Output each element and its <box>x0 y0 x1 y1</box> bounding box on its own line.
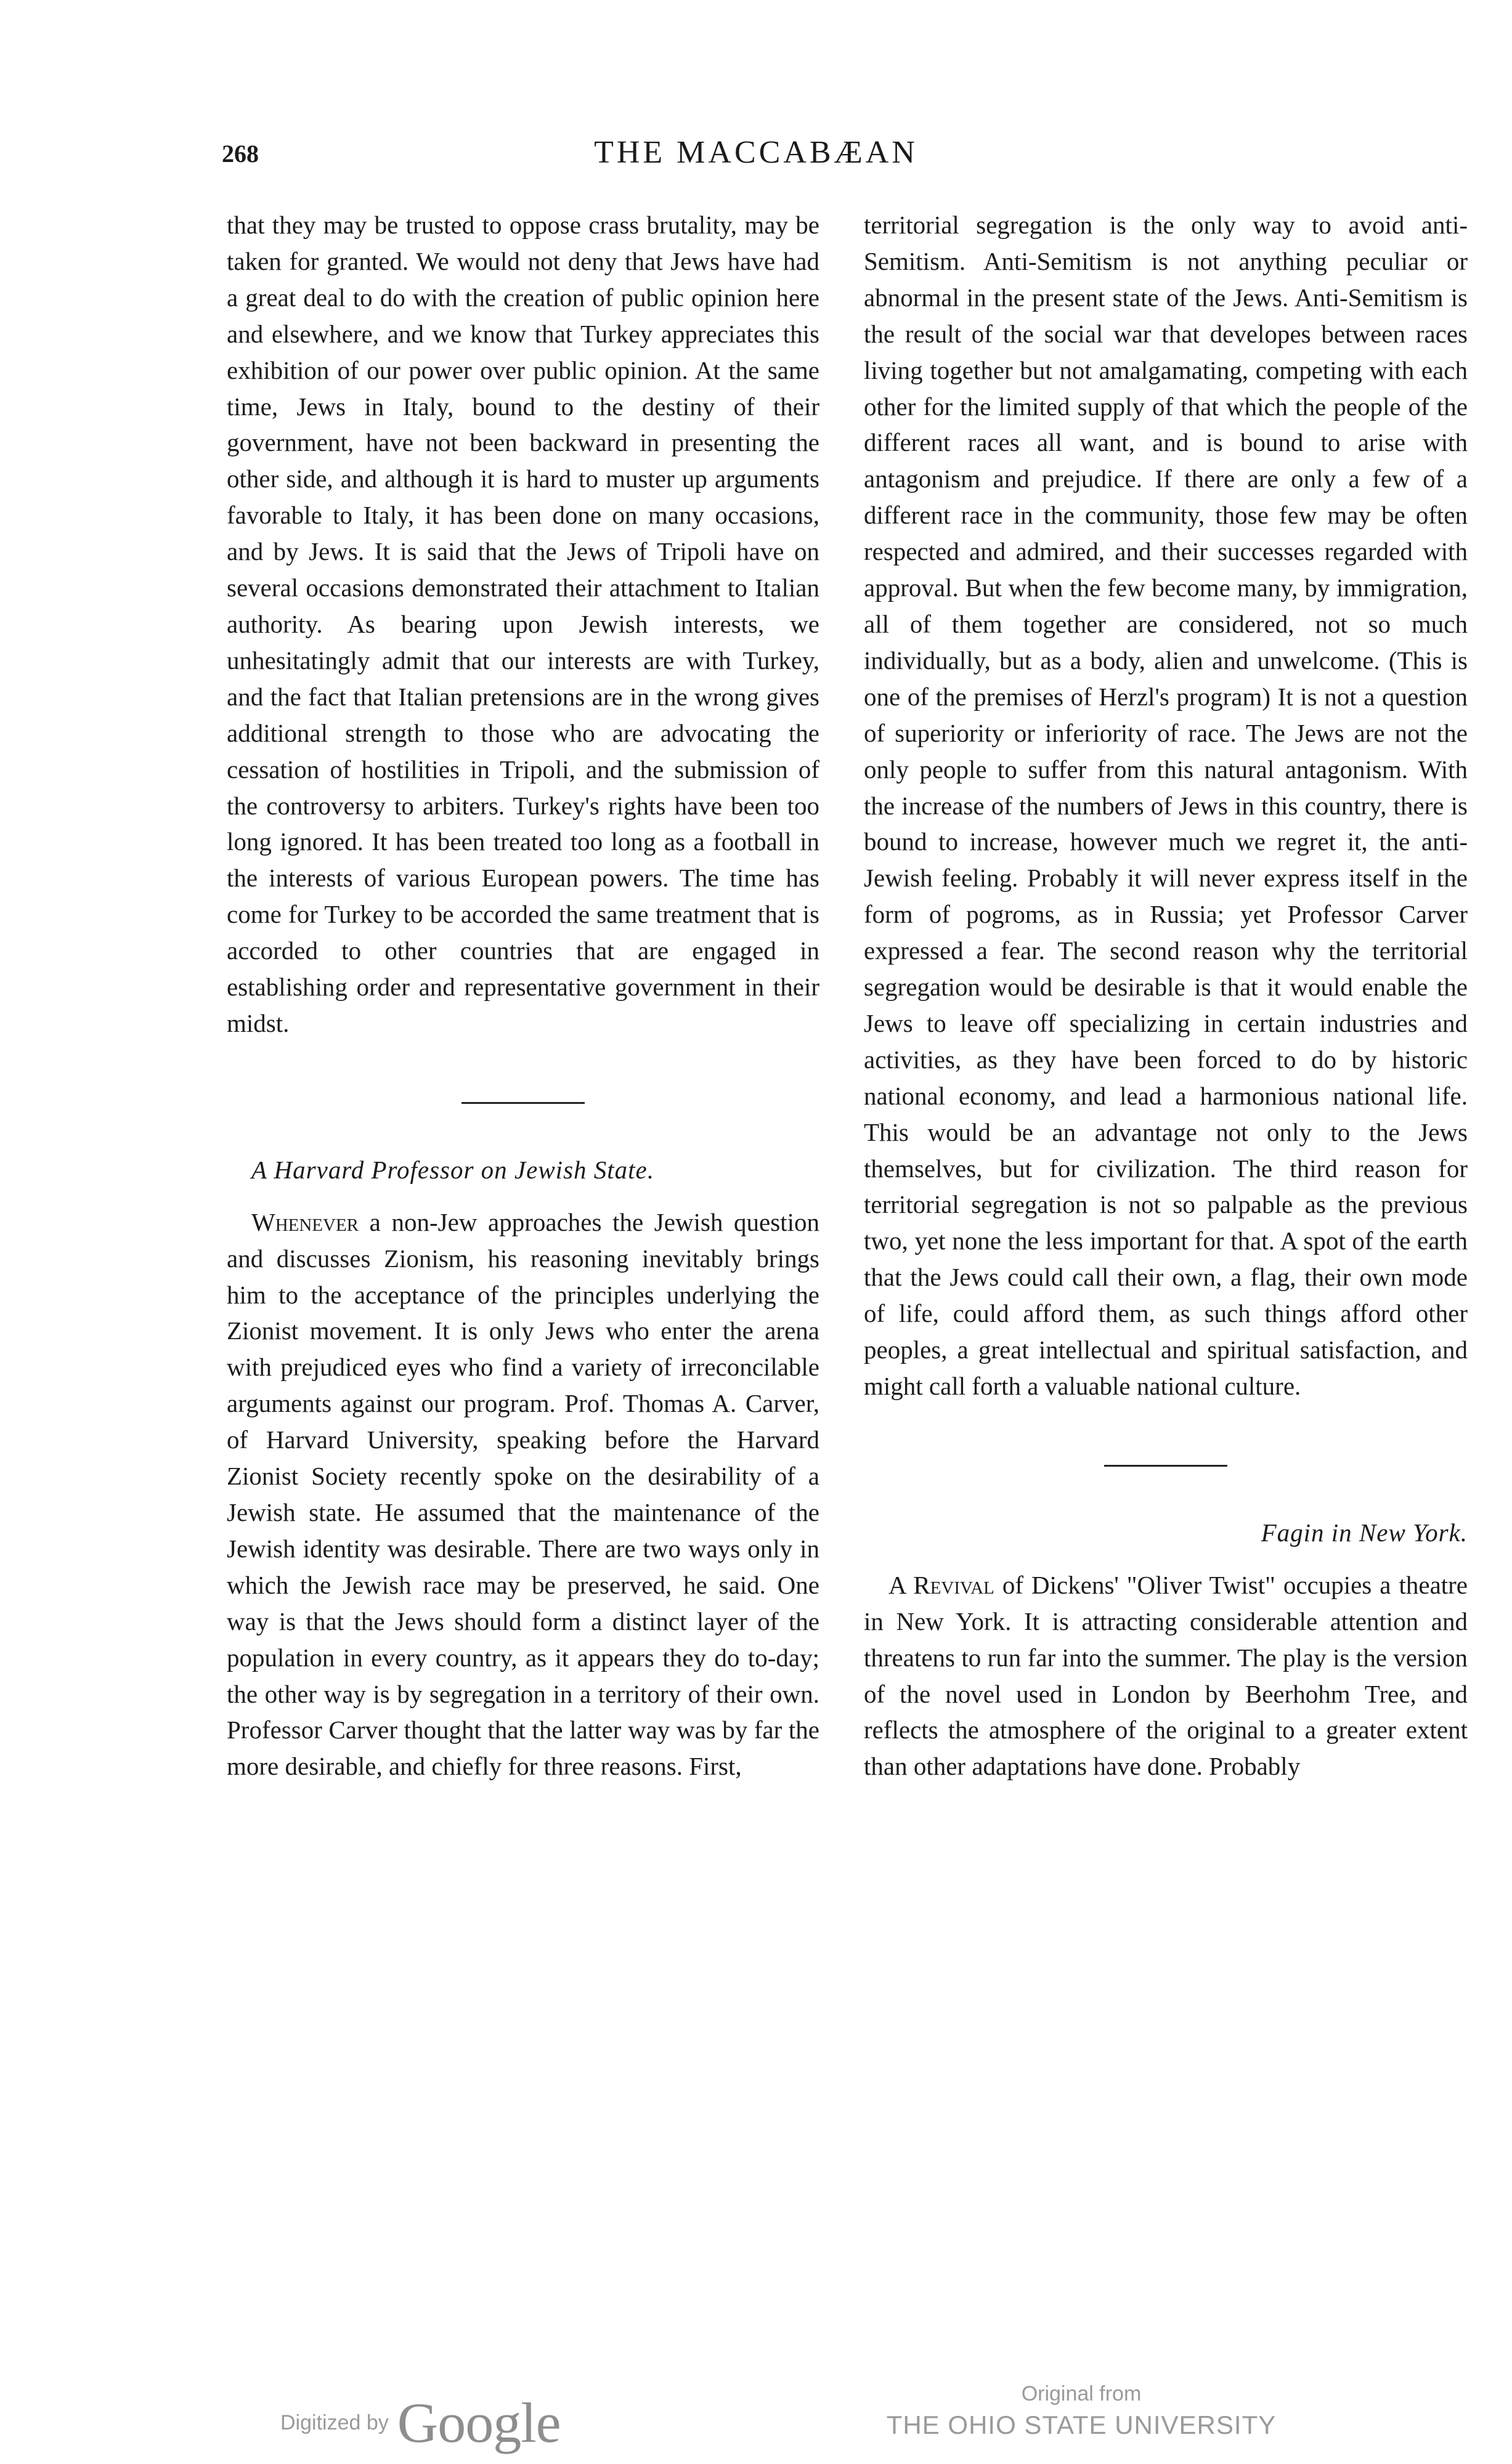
source-attribution <box>869 2379 1294 2442</box>
paragraph-harvard <box>227 1204 819 1785</box>
digitized-by-watermark <box>280 2390 561 2455</box>
running-title: THE MACCABÆAN <box>594 135 918 170</box>
page-number: 268 <box>222 140 259 168</box>
section-divider <box>461 1102 585 1104</box>
institution-name: THE OHIO STATE UNIVERSITY <box>886 2410 1277 2439</box>
lead-in-word: Whenever <box>251 1207 359 1236</box>
section-title-harvard: A Harvard Professor on Jewish State. <box>251 1155 655 1184</box>
paragraph-fagin-body: of Dickens' "Oliver Twist" occupies a theatre in New York. It is attracting considerable attention and threatens to run far into the summer. The play is the version of the novel used in London by Beerhohm Tree, and reflects the atmosphere of the original to a greater extent than other adaptations have done. Probably <box>864 1570 1468 1781</box>
left-column <box>227 207 819 1785</box>
lead-in-word: A Revival <box>888 1570 994 1599</box>
section-divider <box>1104 1465 1227 1467</box>
paragraph-tripoli: that they may be trusted to oppose crass brutality, may be taken for granted. We would not deny that Jews have had a great deal to do with the creation of public opinion here and elsewhere, and we know that Turkey appreciates this exhibition of our power over public opinion. At the same time, Jews in Italy, bound to the destiny of their government, have not been backward in presenting the other side, and although it is hard to muster up arguments favorable to Italy, it has been done on many occasions, and by Jews. It is said that the Jews of Tripoli have on several occasions demonstrated their attachment to Italian authority. As bearing upon Jewish interests, we unhesitatingly admit that our interests are with Turkey, and the fact that Italian pretensions are in the wrong gives additional strength to those who are advocating the cessation of hostilities in Tripoli, and the submission of the controversy to arbiters. Turkey's rights have been too long ignored. It has been treated too long as a football in the interests of various European powers. The time has come for Turkey to be accorded the same treatment that is accorded to other countries that are engaged in establishing order and representative government in their midst. <box>227 211 819 1037</box>
paragraph-fagin <box>864 1567 1468 1785</box>
right-column <box>864 207 1468 1785</box>
paragraph-segregation: territorial segregation is the only way to avoid anti-Semitism. Anti-Semitism is not anything peculiar or abnormal in the present state of the Jews. Anti-Semitism is the result of the social war that developes between races living together but not amalgamating, competing with each other for the limited supply of that which the people of the different races all want, and is bound to arise with antagonism and prejudice. If there are only a few of a different race in the community, those few may be often respected and admired, and their successes regarded with approval. But when the few become many, by immigration, all of them together are considered, not so much individually, but as a body, alien and unwelcome. (This is one of the premises of Herzl's program) It is not a question of superiority or inferiority of race. The Jews are not the only people to suffer from this natural antagonism. With the increase of the numbers of Jews in this country, there is bound to increase, however much we regret it, the anti-Jewish feeling. Probably it will never express itself in the form of pogroms, as in Russia; yet Professor Carver expressed a fear. The second reason why the territorial segregation would be desirable is that it would enable the Jews to leave off specializing in certain industries and activities, as they have been forced to do by historic national economy, and lead a harmonious national life. This would be an advantage not only to the Jews themselves, but for civilization. The third reason for territorial segregation is not so palpable as the previous two, yet none the less important for that. A spot of the earth that the Jews could call their own, a flag, their own mode of life, could afford them, as such things afford other peoples, a great intellectual and spiritual satisfaction, and might call forth a valuable national culture. <box>864 211 1468 1400</box>
section-title-fagin: Fagin in New York. <box>1261 1518 1468 1547</box>
paragraph-harvard-body: a non-Jew approaches the Jewish question and discusses Zionism, his reasoning inevitably brings him to the acceptance of the principles underlying the Zionist movement. It is only Jews who enter the arena with prejudiced eyes who find a variety of irreconcilable arguments against our program. Prof. Thomas A. Carver, of Harvard University, speaking before the Harvard Zionist Society recently spoke on the desirability of a Jewish state. He assumed that the maintenance of the Jewish identity was desirable. There are two ways only in which the Jewish race may be preserved, he said. One way is that the Jews should form a distinct layer of the population in every country, as it appears they do to-day; the other way is by segregation in a territory of their own. Professor Carver thought that the latter way was by far the more desirable, and chiefly for three reasons. First, <box>227 1207 819 1781</box>
original-from-label: Original from <box>1021 2382 1142 2405</box>
google-logo: Google <box>397 2391 561 2454</box>
digitized-by-label: Digitized by <box>280 2410 389 2434</box>
